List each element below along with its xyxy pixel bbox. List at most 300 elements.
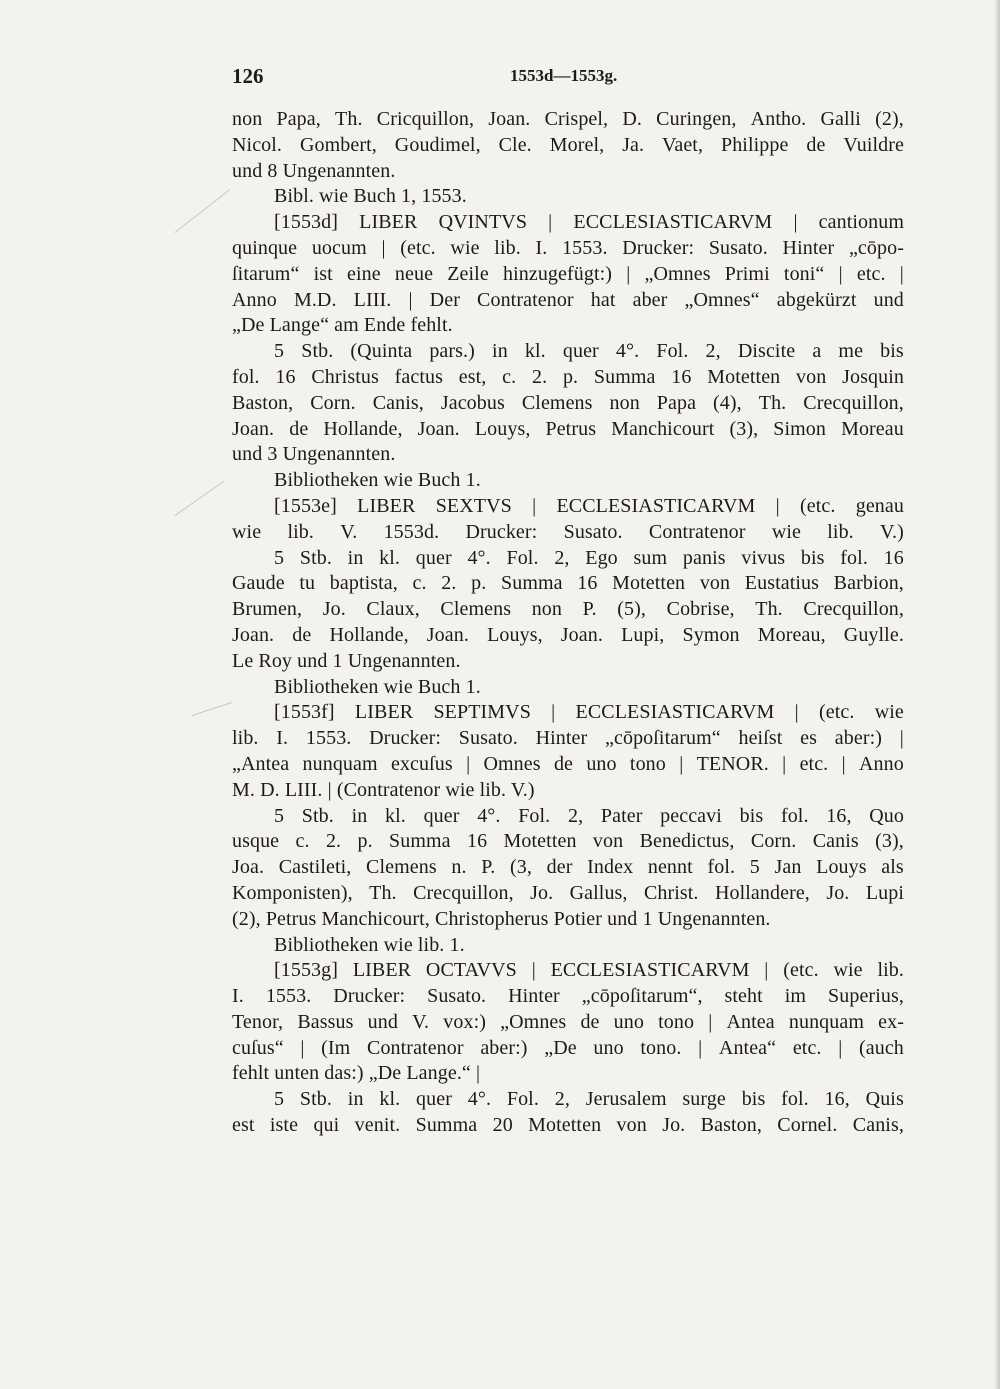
word: |	[775, 494, 780, 517]
word: Joan.	[488, 108, 531, 130]
word: 16	[883, 546, 904, 569]
word: de	[806, 133, 826, 156]
word: Hinter	[508, 985, 560, 1008]
word: Manchicourt	[611, 417, 715, 440]
word: Claux,	[366, 598, 420, 621]
word: surge	[682, 1088, 726, 1111]
word: von	[796, 365, 827, 388]
word: Ego	[585, 546, 618, 569]
text-line: Bibliotheken wie Buch 1.	[274, 675, 481, 698]
text-line: und 3 Ungenannten.	[232, 443, 396, 466]
word: tono	[629, 752, 666, 775]
word: Benedictus,	[639, 830, 735, 853]
word: (3),	[875, 830, 904, 853]
word: sum	[633, 546, 668, 569]
word: kl.	[524, 340, 546, 363]
word: Joan.	[426, 623, 469, 646]
word: Summa	[415, 1114, 478, 1137]
word: Papa,	[276, 108, 321, 130]
text-line: Bibliotheken wie lib. 1.	[274, 933, 465, 956]
word: Crispel,	[544, 108, 609, 130]
word: Primi	[724, 262, 770, 285]
word: [1553g]	[274, 959, 339, 982]
word: Hinter	[535, 727, 588, 750]
word: venit.	[354, 1114, 401, 1137]
word: nennt	[647, 856, 693, 879]
word: Joan.	[232, 623, 275, 646]
word: 2.	[441, 572, 457, 595]
word: pars.)	[429, 340, 475, 363]
word: tono.	[640, 1036, 682, 1059]
word: Anno	[858, 752, 904, 775]
word: fol.	[707, 856, 736, 879]
text-line	[232, 495, 904, 521]
word: „Antea	[232, 752, 290, 775]
word: |	[626, 262, 631, 285]
word: hat	[590, 288, 616, 311]
word: 1553.	[562, 236, 608, 259]
word: Cricquillon,	[376, 108, 475, 130]
word: |	[841, 752, 846, 775]
word: 16	[577, 572, 598, 595]
word: lib.	[877, 959, 904, 982]
word: Cobrise,	[666, 598, 735, 621]
running-head: 1553d—1553g.	[510, 66, 618, 85]
word: Hinter	[782, 236, 835, 259]
word: |	[899, 262, 904, 285]
word: iste	[269, 1114, 299, 1137]
word: Jo.	[322, 598, 346, 621]
word: 16,	[826, 804, 852, 827]
word: quer	[415, 546, 452, 569]
text-line	[232, 1037, 904, 1063]
word: in	[347, 546, 364, 569]
word: non	[531, 598, 562, 621]
word: lib.	[827, 520, 854, 543]
word: [1553d]	[274, 211, 339, 234]
text-line	[232, 985, 904, 1011]
word: P.	[582, 598, 597, 621]
word: Gaude	[232, 572, 285, 595]
word: |	[838, 1036, 843, 1059]
word: Motetten	[528, 1114, 602, 1137]
word: cuſus“	[232, 1036, 284, 1059]
word: „cōpoſitarum“,	[581, 985, 703, 1008]
word: ex-	[878, 1010, 904, 1033]
word: bis	[741, 1088, 766, 1111]
text-line	[232, 340, 904, 366]
word: Simon	[773, 417, 827, 440]
text-line	[232, 624, 904, 650]
word: wie	[771, 520, 801, 543]
word: fol.	[781, 1088, 809, 1111]
word: ECCLESIASTICARVM	[550, 959, 750, 982]
word: von	[699, 572, 731, 595]
word: Quis	[865, 1088, 904, 1111]
text-line: Bibl. wie Buch 1, 1553.	[274, 185, 467, 208]
word: 2,	[554, 1088, 570, 1111]
text-line	[232, 1011, 904, 1037]
word: Curingen,	[656, 108, 737, 130]
word: QVINTVS	[438, 211, 528, 234]
word: wie	[874, 701, 904, 724]
word: Moreau	[841, 417, 904, 440]
word: Stb.	[299, 1088, 332, 1111]
page-header	[232, 64, 872, 94]
word: Morel,	[549, 133, 605, 156]
word: Contratenor	[477, 288, 574, 311]
word: Drucker:	[622, 236, 695, 259]
word: c.	[412, 572, 427, 595]
word: tono	[658, 1010, 695, 1033]
text-line	[232, 237, 904, 263]
word: LIBER	[354, 701, 414, 724]
word: Nicol.	[232, 133, 283, 156]
word: Barbion,	[833, 572, 904, 595]
text-line	[232, 521, 904, 547]
word: neue	[394, 262, 434, 285]
word: TENOR.	[696, 752, 769, 775]
word: me	[838, 340, 864, 363]
word: excuſus	[390, 752, 453, 775]
word: non	[232, 108, 263, 130]
word: (3),	[729, 417, 759, 440]
word: qui	[313, 1114, 340, 1137]
word: ſitarum“	[232, 262, 300, 285]
word: 4°.	[477, 804, 501, 827]
text-line	[232, 366, 904, 392]
word: 16	[671, 365, 692, 388]
word: 2,	[567, 804, 584, 827]
text-line: und 8 Ungenannten.	[232, 159, 396, 182]
word: Antea	[726, 1010, 775, 1033]
word: 4°.	[615, 340, 640, 363]
word: von	[616, 1114, 647, 1137]
word: es	[800, 727, 818, 750]
word: [1553e]	[274, 494, 337, 517]
word: aber	[632, 288, 668, 311]
word: im	[784, 985, 807, 1008]
word: genau	[855, 494, 904, 517]
word: 16,	[824, 1088, 850, 1111]
word: quer	[562, 340, 599, 363]
word: V.)	[880, 520, 904, 543]
word: Jan	[774, 856, 802, 879]
word: quer	[416, 1088, 452, 1111]
text-line: Le Roy und 1 Ungenannten.	[232, 649, 461, 672]
word: etc.	[799, 752, 829, 775]
word: Canis	[812, 830, 859, 853]
word: Contratenor	[367, 1036, 464, 1059]
word: Gombert,	[299, 133, 377, 156]
word: Th.	[335, 108, 363, 130]
text-line	[232, 572, 904, 598]
word: Clemens	[440, 598, 512, 621]
word: aber:)	[834, 727, 883, 750]
text-line: fehlt unten das:) „De Lange.“ |	[232, 1062, 481, 1085]
word: Susato.	[427, 985, 487, 1008]
word: „cōpoſitarum“	[605, 727, 721, 750]
word: lib.	[287, 520, 314, 543]
word: I.	[535, 236, 548, 259]
word: „cōpo-	[848, 236, 904, 259]
word: Jacobus	[440, 391, 505, 414]
word: est,	[458, 365, 487, 388]
word: uno	[593, 1036, 624, 1059]
word: 1553d.	[383, 520, 440, 543]
word: |	[899, 727, 904, 750]
word: p.	[357, 830, 373, 853]
word: Stb.	[299, 546, 332, 569]
word: kl.	[379, 1088, 401, 1111]
word: Fol.	[656, 340, 689, 363]
word: Th.	[369, 881, 397, 904]
word: |	[794, 701, 799, 724]
word: |	[764, 959, 769, 982]
word: LIBER	[352, 959, 412, 982]
word: de	[289, 417, 309, 440]
word: Cornel.	[777, 1114, 838, 1137]
word: nunquam	[302, 752, 378, 775]
word: von	[592, 830, 624, 853]
word: kl.	[385, 804, 406, 827]
word: Drucker:	[333, 985, 406, 1008]
word: wie	[833, 959, 863, 982]
word: Galli	[820, 108, 861, 130]
word: |	[381, 236, 386, 259]
word: I.	[232, 985, 244, 1008]
word: 2.	[531, 365, 548, 388]
text-line	[232, 289, 904, 315]
word: Stb.	[301, 804, 334, 827]
word: |	[408, 288, 413, 311]
word: Stb.	[301, 340, 334, 363]
word: eine	[347, 262, 381, 285]
word: Summa	[593, 365, 656, 388]
word: 20	[492, 1114, 513, 1137]
word: uno	[586, 752, 617, 775]
word: |	[466, 752, 471, 775]
word: toni“	[783, 262, 825, 285]
word: tu	[299, 572, 316, 595]
word: Corn.	[310, 391, 356, 414]
word: 5	[274, 340, 285, 363]
word: Summa	[501, 572, 563, 595]
word: vox:)	[443, 1010, 487, 1033]
word: (etc.	[819, 701, 855, 724]
word: panis	[682, 546, 726, 569]
word: aber:)	[480, 1036, 528, 1059]
word: hinzugefügt:)	[502, 262, 613, 285]
word: (2),	[875, 108, 904, 130]
word: Drucker:	[465, 520, 538, 543]
word: (3,	[510, 856, 532, 879]
word: ist	[313, 262, 333, 285]
word: |	[300, 1036, 305, 1059]
word: |	[698, 1036, 703, 1059]
word: ECCLESIASTICARVM	[556, 494, 756, 517]
word: Crecquillon,	[803, 598, 904, 621]
text-line	[232, 1088, 904, 1114]
text-line	[232, 701, 904, 727]
text-line	[232, 805, 904, 831]
word: nunquam	[788, 1010, 865, 1033]
word: kl.	[379, 546, 401, 569]
word: LIBER	[359, 211, 418, 234]
word: Cle.	[498, 133, 532, 156]
word: SEPTIMVS	[433, 701, 531, 724]
word: Discite	[737, 340, 796, 363]
word: fol.	[780, 804, 809, 827]
word: (auch	[858, 1036, 904, 1059]
word: Joan.	[417, 417, 460, 440]
page-number: 126	[232, 64, 264, 88]
word: Joa.	[232, 856, 265, 879]
word: Tenor,	[232, 1010, 284, 1033]
word: wie	[450, 236, 480, 259]
word: Fol.	[506, 546, 539, 569]
body-text	[232, 108, 904, 1140]
word: „Omnes	[644, 262, 711, 285]
text-line	[232, 263, 904, 289]
word: SEXTVS	[435, 494, 512, 517]
word: M.D.	[293, 288, 337, 311]
word: Vaet,	[662, 133, 704, 156]
word: Motetten	[707, 365, 781, 388]
word: 5	[749, 856, 760, 879]
word: Christus	[311, 365, 379, 388]
word: Symon	[682, 623, 740, 646]
word: |	[548, 211, 553, 234]
text-line	[232, 418, 904, 444]
word: in	[492, 340, 508, 363]
word: a	[812, 340, 822, 363]
word: LIII.	[353, 288, 392, 311]
word: non	[609, 391, 640, 414]
word: Crecquillon,	[803, 391, 904, 414]
word: Hollande,	[323, 417, 403, 440]
word: fol.	[840, 546, 868, 569]
word: (etc.	[783, 959, 819, 982]
word: Lupi,	[621, 623, 665, 646]
word: (etc.	[400, 236, 436, 259]
text-line	[232, 959, 904, 985]
word: Superius,	[828, 985, 904, 1008]
word: peccavi	[660, 804, 722, 827]
word: |	[782, 752, 787, 775]
word: 16	[275, 365, 296, 388]
word: (Im	[321, 1036, 351, 1059]
word: 4°.	[467, 1088, 492, 1111]
text-line	[232, 547, 904, 573]
word: |	[838, 262, 843, 285]
word: n.	[451, 856, 467, 879]
word: und	[873, 288, 904, 311]
word: ECCLESIASTICARVM	[573, 211, 773, 234]
word: bis	[739, 804, 764, 827]
word: [1553f]	[274, 701, 335, 724]
word: uocum	[311, 236, 367, 259]
word: Papa	[656, 391, 697, 414]
word: Hollandere,	[714, 881, 810, 904]
word: fol.	[232, 365, 260, 388]
text-line	[232, 1114, 904, 1140]
word: |	[708, 1010, 713, 1033]
text-line	[232, 211, 904, 237]
word: 1553.	[265, 985, 312, 1008]
word: und	[367, 1010, 398, 1033]
word: (4),	[713, 391, 742, 414]
word: Louys	[816, 856, 867, 879]
pencil-mark	[175, 481, 225, 517]
word: cantionum	[818, 211, 904, 234]
word: OCTAVVS	[425, 959, 517, 982]
word: V.	[412, 1010, 430, 1033]
word: Zeile	[447, 262, 489, 285]
pencil-mark	[175, 189, 231, 233]
word: als	[881, 856, 904, 879]
word: (etc.	[799, 494, 836, 517]
word: abgekürzt	[776, 288, 857, 311]
word: Th.	[755, 598, 783, 621]
text-line	[232, 753, 904, 779]
word: est	[232, 1114, 255, 1137]
word: Th.	[758, 391, 787, 414]
text-line: „De Lange“ am Ende fehlt.	[232, 314, 453, 337]
word: Crecquillon,	[413, 881, 514, 904]
word: Goudimel,	[394, 133, 481, 156]
word: Pater	[600, 804, 643, 827]
word: |	[793, 211, 798, 234]
word: Vuildre	[843, 133, 904, 156]
word: Hollande,	[329, 623, 409, 646]
word: P.	[481, 856, 496, 879]
word: in	[351, 804, 368, 827]
pencil-mark	[192, 702, 232, 716]
word: Drucker:	[369, 727, 442, 750]
word: Summa	[389, 830, 451, 853]
word: Corn.	[750, 830, 797, 853]
word: |	[532, 494, 537, 517]
word: Canis,	[852, 1114, 904, 1137]
word: 2,	[705, 340, 721, 363]
text-line	[232, 727, 904, 753]
word: |	[679, 752, 684, 775]
word: Gallus,	[569, 881, 628, 904]
word: etc.	[856, 262, 886, 285]
word: Moreau,	[757, 623, 826, 646]
word: de	[553, 752, 574, 775]
word: Brumen,	[232, 598, 303, 621]
text-line: Bibliotheken wie Buch 1.	[274, 469, 481, 492]
word: Antho.	[750, 108, 807, 130]
word: Susato.	[458, 727, 518, 750]
word: Motetten	[612, 572, 686, 595]
word: Motetten	[503, 830, 577, 853]
word: Eustatius	[744, 572, 820, 595]
word: „De	[544, 1036, 577, 1059]
word: 5	[274, 1088, 285, 1111]
word: Contratenor	[648, 520, 746, 543]
word: heiſst	[738, 727, 783, 750]
word: Susato.	[563, 520, 623, 543]
text-line	[232, 830, 904, 856]
word: bis	[880, 340, 904, 363]
word: wie	[232, 520, 262, 543]
word: 16	[467, 830, 488, 853]
word: in	[347, 1088, 364, 1111]
word: Baston,	[700, 1114, 762, 1137]
